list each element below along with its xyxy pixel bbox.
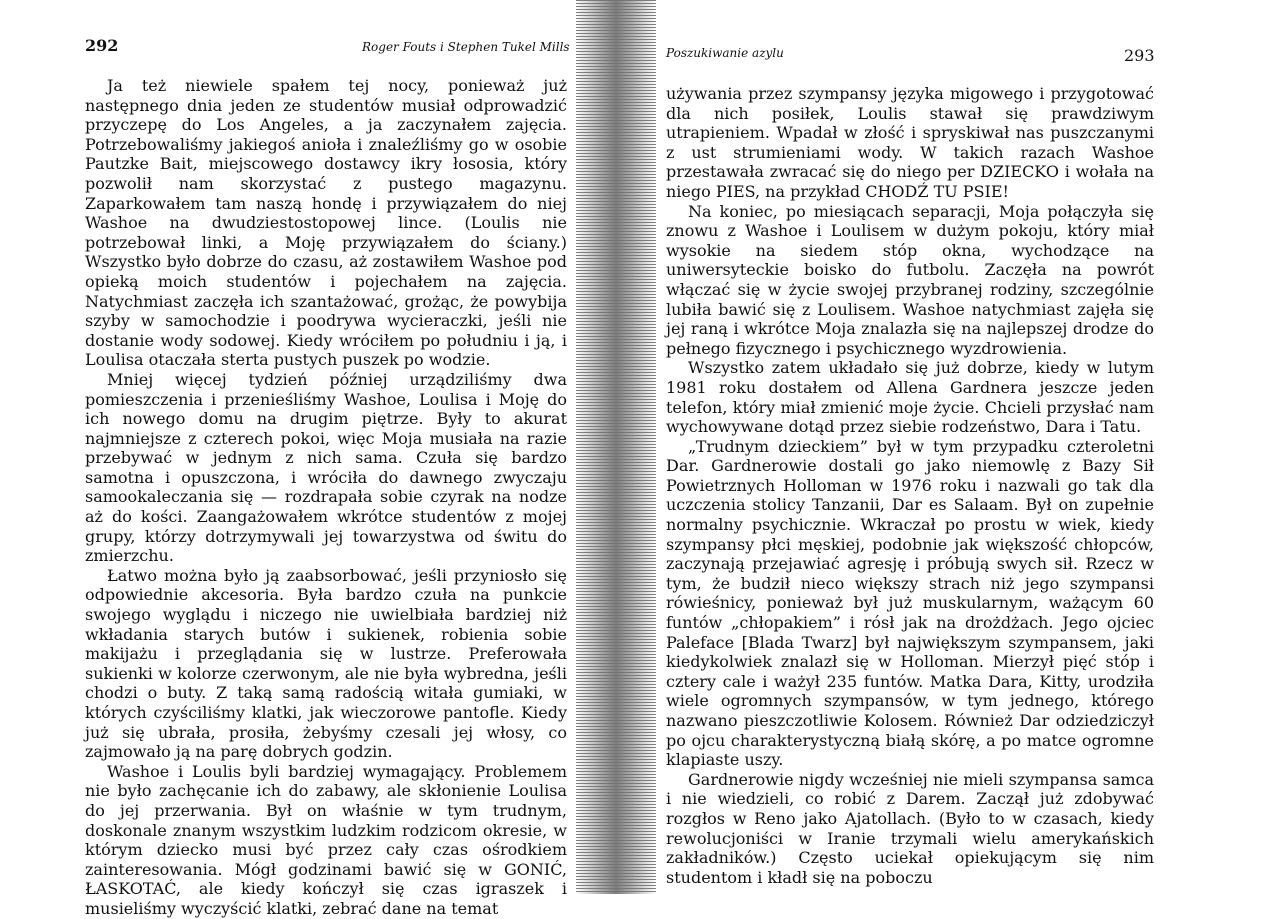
right-running-head: Poszukiwanie azylu <box>666 46 784 60</box>
left-running-head: Roger Fouts i Stephen Tukel Mills <box>362 40 570 54</box>
left-page-number: 292 <box>85 36 119 55</box>
paragraph: Gardnerowie nigdy wcześniej nie mieli szympansa samca i nie wiedzieli, co robić z Darem. Zaczął już zdobywać rozgłos w Reno jako Ajatollach. (Było to w czasach, kiedy rewolucjoniści w Iranie trzymali wielu amerykańskich zakładników.) Często uciekał opiekującym się nim studentom i kładł się na poboczu <box>666 769 1154 887</box>
paragraph: Wszystko zatem układało się już dobrze, kiedy w lutym 1981 roku dostałem od Allena Gardnera jeszcze jeden telefon, który miał zmienić moje życie. Chcieli przysłać nam wychowywane dotąd przez siebie rodzeństwo, Dara i Tatu. <box>666 358 1154 437</box>
paragraph: używania przez szympansy języka migowego i przygotować dla nich posiłek, Loulis stawał się prawdziwym utrapieniem. Wpadał w złość i spryskiwał nas puszczanymi z ust strumieniami wody. W takich razach Washoe przestawała zwracać się do niego per DZIECKO i wołała na niego PIES, na przykład CHODŹ TU PSIE! <box>666 84 1154 201</box>
paragraph: Na koniec, po miesiącach separacji, Moja połączyła się znowu z Washoe i Loulisem w dużym pokoju, który miał wysokie na siedem stóp okna, wychodzące na uniwersyteckie boisko do futbolu. Zaczęła na powrót włączać się w życie swojej przybranej rodziny, szczególnie lubiła bawić się z Loulisem. Washoe natychmiast zajęła się jej raną i wkrótce Moja znalazła się na najlepszej drodze do pełnego fizycznego i psychicznego wyzdrowienia. <box>666 201 1154 358</box>
paragraph: Łatwo można było ją zaabsorbować, jeśli przyniosło się odpowiednie akcesoria. Była bardzo czuła na punkcie swojego wyglądu i niczego nie uwielbiała bardziej niż wkładania starych butów i sukienek, robienia sobie makijażu i przeglądania się w lustrze. Preferowała sukienki w kolorze czerwonym, ale nie była wybredna, jeśli chodzi o buty. Z taką samą radością witała gumiaki, w których czyściliśmy klatki, jak wieczorowe pantofle. Kiedy już się ubrała, prosiła, żebyśmy czesali jej włosy, co zajmowało ją na parę dobrych godzin. <box>85 565 567 762</box>
right-page-number: 293 <box>1124 46 1155 65</box>
paragraph: Mniej więcej tydzień później urządziliśmy dwa pomieszczenia i przenieśliśmy Washoe, Loulisa i Moję do ich nowego domu na drugim piętrze. Były to akurat najmniejsze z czterech pokoi, więc Moja musiała na razie przebywać w jednym z nich sama. Czuła się bardzo samotna i opuszczona, i wróciła do dawnego zwyczaju samookaleczania się — rozdrapała sobie czyrak na nodze aż do kości. Zaangażowałem wkrótce studentów z mojej grupy, którzy dotrzymywali jej towarzystwa od świtu do zmierzchu. <box>85 369 567 566</box>
paragraph: „Trudnym dzieckiem” był w tym przypadku czteroletni Dar. Gardnerowie dostali go jako niemowlę z Bazy Sił Powietrznych Holloman w 1976 roku i nazwali go tak dla uczczenia stolicy Tanzanii, Dar es Salaam. Był on zupełnie normalny psychicznie. Wkraczał po prostu w wiek, kiedy szympansy płci męskiej, podobnie jak większość chłopców, zaczynają przejawiać agresję i próbują swych sił. Rzecz w tym, że budził nieco większy strach niż jego szympansi rówieśnicy, ponieważ był już muskularnym, ważącym 60 funtów „chłopakiem” i rósł jak na drożdżach. Jego ojciec Paleface [Blada Twarz] był największym szympansem, jaki kiedykolwiek znalazł się w Holloman. Mierzył pięć stóp i cztery cale i ważył 235 funtów. Matka Dara, Kitty, urodziła wiele ogromnych szympansów, w tym jednego, którego nazwano pieszczotliwie Kolosem. Również Dar odziedziczył po ojcu charakterystyczną białą skórę, a po matce ogromne klapiaste uszy. <box>666 436 1154 770</box>
paragraph: Ja też niewiele spałem tej nocy, ponieważ już następnego dnia jeden ze studentów musiał odprowadzić przyczepę do Los Angeles, a ja zaczynałem zajęcia. Potrzebowaliśmy jakiegoś anioła i znaleźliśmy go w osobie Pautzke Bait, miejscowego dostawcy ikry łososia, który pozwolił nam skorzystać z pustego magazynu. Zaparkowałem tam naszą hondę i przywiązałem do niej Washoe na dwudziestostopowej lince. (Loulis nie potrzebował linki, a Moję przywiązałem do ściany.) Wszystko było dobrze do czasu, aż zostawiłem Washoe pod opieką moich studentów i pojechałem na zajęcia. Natychmiast zaczęła ich szantażować, grożąc, że powybija szyby w samochodzie i poodrywa wycieraczki, jeśli nie dostanie wody sodowej. Kiedy wróciłem po południu i ją, i Loulisa otaczała sterta pustych puszek po wodzie. <box>85 76 567 370</box>
paragraph: Washoe i Loulis byli bardziej wymagający. Problemem nie było zachęcanie ich do zabawy, ale skłonienie Loulisa do jej przerwania. Był on właśnie w tym trudnym, doskonale znanym wszystkim ludzkim rodzicom okresie, w którym dziecko musi być przez cały czas ośrodkiem zainteresowania. Mógł godzinami bawić się w GONIĆ, ŁASKOTAĆ, ale kiedy kończył się czas igraszek i musieliśmy wyczyścić klatki, zebrać dane na temat <box>85 761 567 918</box>
left-page <box>0 0 600 918</box>
left-page-text <box>85 76 567 919</box>
right-page-text <box>666 84 1154 887</box>
right-page <box>636 0 1262 894</box>
